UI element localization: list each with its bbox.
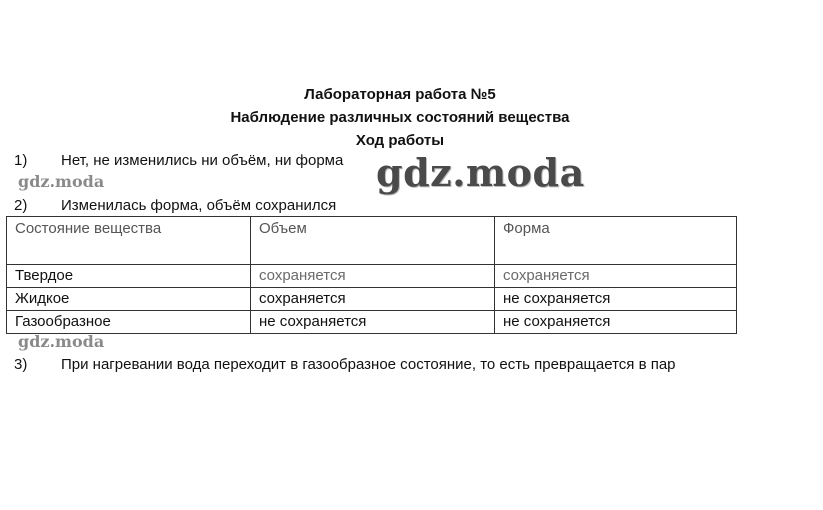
table-row	[7, 311, 737, 334]
cell-state: Жидкое	[7, 288, 251, 311]
cell-volume: сохраняется	[251, 288, 495, 311]
watermark-small-2: gdz.moda	[18, 332, 105, 351]
table-header-row	[7, 217, 737, 265]
cell-state: Газообразное	[7, 311, 251, 334]
answer-3-text: При нагревании вода переходит в газообразное состояние, то есть превращается в пар	[61, 356, 676, 373]
watermark-small-1: gdz.moda	[18, 172, 105, 191]
cell-shape: не сохраняется	[495, 288, 737, 311]
table-row	[7, 288, 737, 311]
header-shape: Форма	[495, 217, 737, 265]
answer-2-text: Изменилась форма, объём сохранился	[61, 197, 337, 214]
cell-state: Твердое	[7, 265, 251, 288]
answer-2-number: 2)	[14, 197, 28, 214]
lab-title: Лабораторная работа №5	[304, 86, 496, 103]
states-table	[6, 216, 737, 334]
cell-volume: сохраняется	[251, 265, 495, 288]
cell-shape: сохраняется	[495, 265, 737, 288]
header-state: Состояние вещества	[7, 217, 251, 265]
table-row	[7, 265, 737, 288]
procedure-heading: Ход работы	[355, 132, 445, 149]
lab-subtitle: Наблюдение различных состояний вещества	[230, 109, 570, 126]
watermark-large: gdz.moda	[376, 150, 585, 195]
cell-volume: не сохраняется	[251, 311, 495, 334]
header-volume: Объем	[251, 217, 495, 265]
cell-shape: не сохраняется	[495, 311, 737, 334]
answer-1-text: Нет, не изменились ни объём, ни форма	[61, 152, 344, 169]
answer-1-number: 1)	[14, 152, 28, 169]
answer-3-number: 3)	[14, 356, 28, 373]
